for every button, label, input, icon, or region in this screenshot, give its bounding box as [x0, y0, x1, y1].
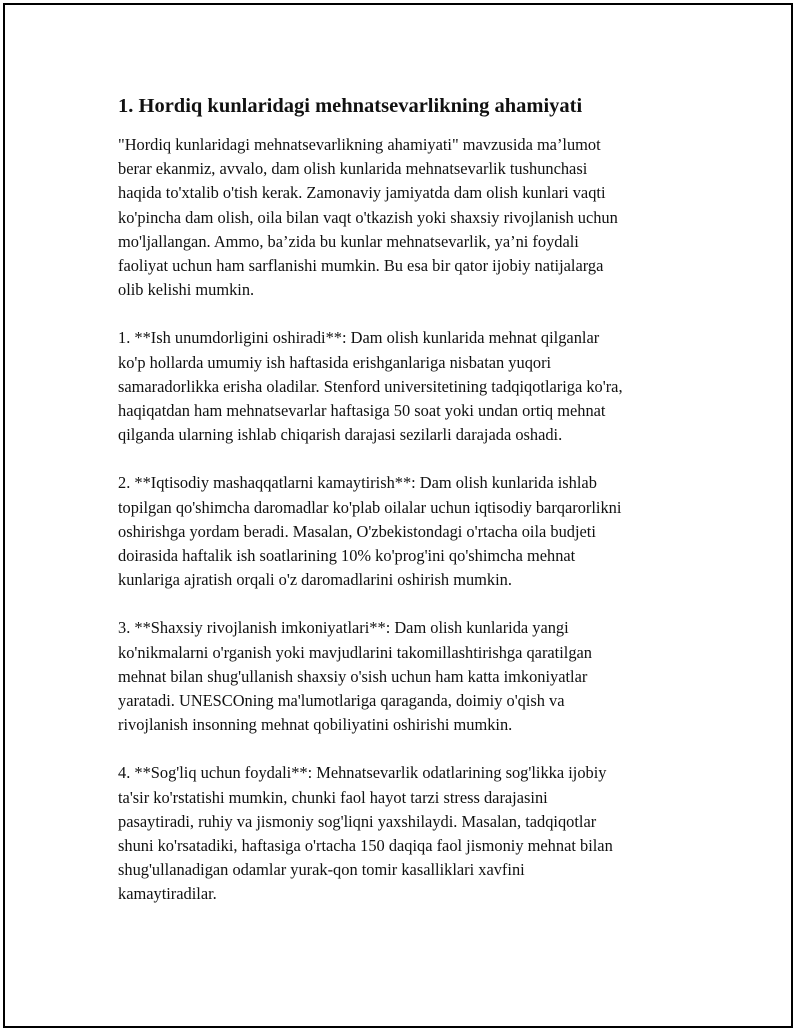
- text-line: topilgan qo'shimcha daromadlar ko'plab oilalar uchun iqtisodiy barqarorlikni: [118, 497, 622, 517]
- text-line: berar ekanmiz, avvalo, dam olish kunlarida mehnatsevarlik tushunchasi: [118, 159, 588, 179]
- list-item-3-paragraph: [118, 616, 688, 737]
- list-item-1-paragraph: [118, 326, 688, 447]
- text-line: kunlariga ajratish orqali o'z daromadlarini oshirish mumkin.: [118, 570, 512, 590]
- text-line: yaratadi. UNESCOning ma'lumotlariga qaraganda, doimiy o'qish va: [118, 691, 565, 711]
- text-line: rivojlanish insonning mehnat qobiliyatini oshirishi mumkin.: [118, 715, 513, 735]
- text-line: mehnat bilan shug'ullanish shaxsiy o'sish uchun ham katta imkoniyatlar: [118, 666, 588, 686]
- text-line: mo'ljallangan. Ammo, ba’zida bu kunlar mehnatsevarlik, ya’ni foydali: [118, 231, 579, 251]
- text-line: 4. **Sog'liq uchun foydali**: Mehnatsevarlik odatlarining sog'likka ijobiy: [118, 763, 607, 783]
- text-line: oshirishga yordam beradi. Masalan, O'zbekistondagi o'rtacha oila budjeti: [118, 521, 596, 541]
- text-line: faoliyat uchun ham sarflanishi mumkin. Bu esa bir qator ijobiy natijalarga: [118, 256, 604, 276]
- text-line: 3. **Shaxsiy rivojlanish imkoniyatlari**: Dam olish kunlarida yangi: [118, 618, 569, 638]
- text-line: shuni ko'rsatadiki, haftasiga o'rtacha 150 daqiqa faol jismoniy mehnat bilan: [118, 836, 613, 856]
- text-line: samaradorlikka erisha oladilar. Stenford universitetining tadqiqotlariga ko'ra,: [118, 376, 623, 396]
- text-line: qilganda ularning ishlab chiqarish darajasi sezilarli darajada oshadi.: [118, 425, 563, 445]
- text-line: shug'ullanadigan odamlar yurak-qon tomir kasalliklari xavfini: [118, 860, 525, 880]
- text-line: kamaytiradilar.: [118, 884, 217, 904]
- document-title: 1. Hordiq kunlaridagi mehnatsevarlikning ahamiyati: [118, 95, 583, 117]
- text-line: "Hordiq kunlaridagi mehnatsevarlikning ahamiyati" mavzusida ma’lumot: [118, 135, 601, 154]
- list-item-2-paragraph: [118, 471, 688, 592]
- text-line: 2. **Iqtisodiy mashaqqatlarni kamaytirish**: Dam olish kunlarida ishlab: [118, 473, 597, 493]
- text-line: doirasida haftalik ish soatlarining 10% ko'prog'ini qo'shimcha mehnat: [118, 546, 576, 566]
- text-line: haqida to'xtalib o'tish kerak. Zamonaviy jamiyatda dam olish kunlari vaqti: [118, 183, 606, 203]
- text-line: ko'p hollarda umumiy ish haftasida erishganlariga nisbatan yuqori: [118, 352, 552, 372]
- text-line: olib kelishi mumkin.: [118, 280, 255, 300]
- text-line: ko'pincha dam olish, oila bilan vaqt o'tkazish yoki shaxsiy rivojlanish uchun: [118, 207, 618, 227]
- text-line: ta'sir ko'rstatishi mumkin, chunki faol hayot tarzi stress darajasini: [118, 787, 548, 807]
- document-body: [118, 93, 688, 931]
- text-line: pasaytiradi, ruhiy va jismoniy sog'liqni yaxshilaydi. Masalan, tadqiqotlar: [118, 811, 597, 831]
- text-line: ko'nikmalarni o'rganish yoki mavjudlarini takomillashtirishga qaratilgan: [118, 642, 593, 662]
- text-line: 1. **Ish unumdorligini oshiradi**: Dam olish kunlarida mehnat qilganlar: [118, 328, 600, 348]
- intro-paragraph: [118, 133, 688, 302]
- text-line: haqiqatdan ham mehnatsevarlar haftasiga 50 soat yoki undan ortiq mehnat: [118, 401, 606, 421]
- list-item-4-paragraph: [118, 761, 688, 906]
